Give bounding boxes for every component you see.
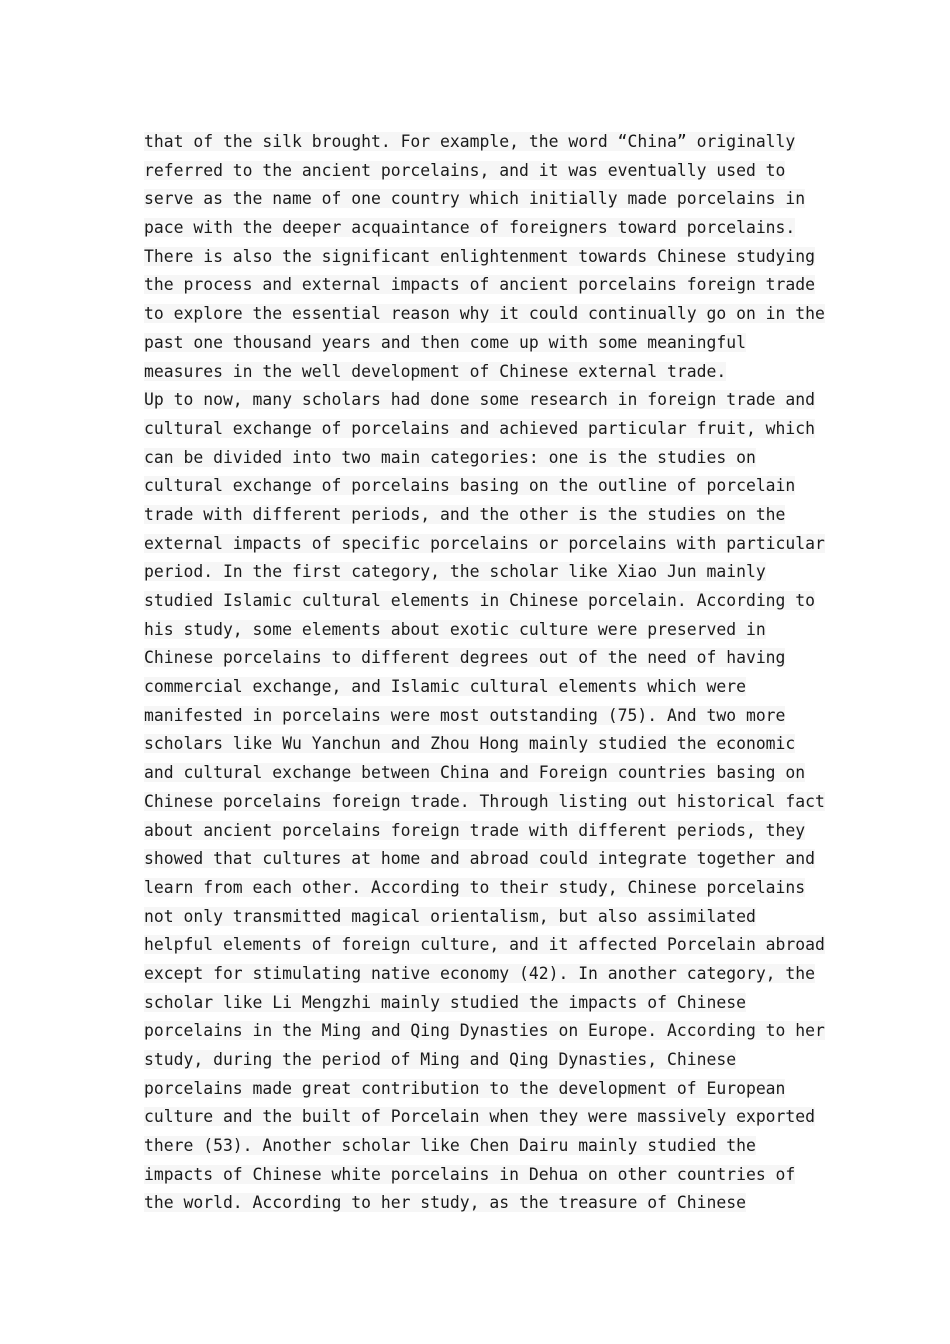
text-line-content: learn from each other. According to their study, Chinese porcelains xyxy=(144,877,806,897)
text-line xyxy=(144,358,814,387)
text-line xyxy=(144,931,825,960)
text-line-content: porcelains made great contribution to the development of European xyxy=(144,1078,786,1098)
text-line xyxy=(144,444,814,473)
text-line-content: except for stimulating native economy (42). In another category, the xyxy=(144,963,816,983)
text-line-content: measures in the well development of Chinese external trade. xyxy=(144,361,727,381)
text-line xyxy=(144,472,814,501)
text-line xyxy=(144,788,825,817)
text-line xyxy=(144,300,825,329)
text-line xyxy=(144,616,814,645)
text-line xyxy=(144,817,814,846)
text-line-content: Chinese porcelains to different degrees out of the need of having xyxy=(144,648,786,668)
text-line xyxy=(144,960,814,989)
text-line xyxy=(144,1017,825,1046)
text-line xyxy=(144,989,814,1018)
text-line xyxy=(144,271,814,300)
text-line-content: Chinese porcelains foreign trade. Through listing out historical fact xyxy=(144,791,825,811)
text-line xyxy=(144,530,825,559)
text-line-content: pace with the deeper acquaintance of foreigners toward porcelains. xyxy=(144,218,796,238)
text-line-content: the world. According to her study, as the treasure of Chinese xyxy=(144,1193,746,1213)
text-line xyxy=(144,874,814,903)
text-line-content: manifested in porcelains were most outstanding (75). And two more xyxy=(144,705,786,725)
text-line xyxy=(144,1103,814,1132)
text-line-content: cultural exchange of porcelains basing on the outline of porcelain xyxy=(144,476,796,496)
text-line-content: external impacts of specific porcelains or porcelains with particular xyxy=(144,533,825,553)
text-line xyxy=(144,157,814,186)
text-line-content: serve as the name of one country which initially made porcelains in xyxy=(144,189,806,209)
body-text xyxy=(144,128,825,1218)
text-line-content: that of the silk brought. For example, the word “China” originally xyxy=(144,132,796,151)
text-line-content: referred to the ancient porcelains, and it was eventually used to xyxy=(144,160,786,180)
text-line-content: and cultural exchange between China and Foreign countries basing on xyxy=(144,763,806,783)
text-line-content: about ancient porcelains foreign trade with different periods, they xyxy=(144,820,806,840)
text-line xyxy=(144,214,814,243)
text-line xyxy=(144,759,814,788)
text-line-content: trade with different periods, and the other is the studies on the xyxy=(144,504,786,524)
text-line-content: showed that cultures at home and abroad could integrate together and xyxy=(144,849,816,869)
text-line xyxy=(144,587,814,616)
text-line-content: his study, some elements about exotic culture were preserved in xyxy=(144,619,766,639)
text-line xyxy=(144,386,814,415)
text-line-content: study, during the period of Ming and Qing Dynasties, Chinese xyxy=(144,1050,737,1069)
text-line xyxy=(144,702,814,731)
text-line xyxy=(144,128,814,157)
text-line-content: the process and external impacts of ancient porcelains foreign trade xyxy=(144,275,816,295)
text-line xyxy=(144,673,814,702)
text-line-content: there (53). Another scholar like Chen Dairu mainly studied the xyxy=(144,1136,756,1156)
text-line xyxy=(144,1189,814,1218)
text-line xyxy=(144,415,814,444)
text-line-content: not only transmitted magical orientalism, but also assimilated xyxy=(144,906,756,926)
text-line-content: scholars like Wu Yanchun and Zhou Hong mainly studied the economic xyxy=(144,734,796,754)
text-line-content: period. In the first category, the scholar like Xiao Jun mainly xyxy=(144,562,766,582)
text-line xyxy=(144,644,814,673)
text-line xyxy=(144,845,814,874)
text-line-content: There is also the significant enlightenment towards Chinese studying xyxy=(144,246,816,266)
text-line xyxy=(144,558,814,587)
text-line-content: commercial exchange, and Islamic cultural elements which were xyxy=(144,677,746,697)
text-line-content: studied Islamic cultural elements in Chinese porcelain. According to xyxy=(144,591,816,610)
text-line-content: past one thousand years and then come up with some meaningful xyxy=(144,332,746,352)
text-line-content: scholar like Li Mengzhi mainly studied the impacts of Chinese xyxy=(144,992,746,1012)
text-line xyxy=(144,501,814,530)
text-line-content: Up to now, many scholars had done some research in foreign trade and xyxy=(144,390,816,410)
text-line-content: to explore the essential reason why it could continually go on in the xyxy=(144,304,825,324)
text-line xyxy=(144,903,814,932)
text-line-content: can be divided into two main categories: one is the studies on xyxy=(144,447,756,467)
text-line xyxy=(144,185,814,214)
text-line-content: culture and the built of Porcelain when they were massively exported xyxy=(144,1107,816,1127)
text-line xyxy=(144,1075,814,1104)
text-line-content: helpful elements of foreign culture, and it affected Porcelain abroad xyxy=(144,935,825,955)
text-line xyxy=(144,1132,814,1161)
text-line xyxy=(144,730,814,759)
text-line xyxy=(144,1161,814,1190)
text-line-content: porcelains in the Ming and Qing Dynasties on Europe. According to her xyxy=(144,1021,825,1041)
text-line xyxy=(144,329,814,358)
text-line-content: impacts of Chinese white porcelains in Dehua on other countries of xyxy=(144,1164,796,1184)
text-line xyxy=(144,243,814,272)
text-line-content: cultural exchange of porcelains and achieved particular fruit, which xyxy=(144,418,816,438)
text-line xyxy=(144,1046,814,1075)
